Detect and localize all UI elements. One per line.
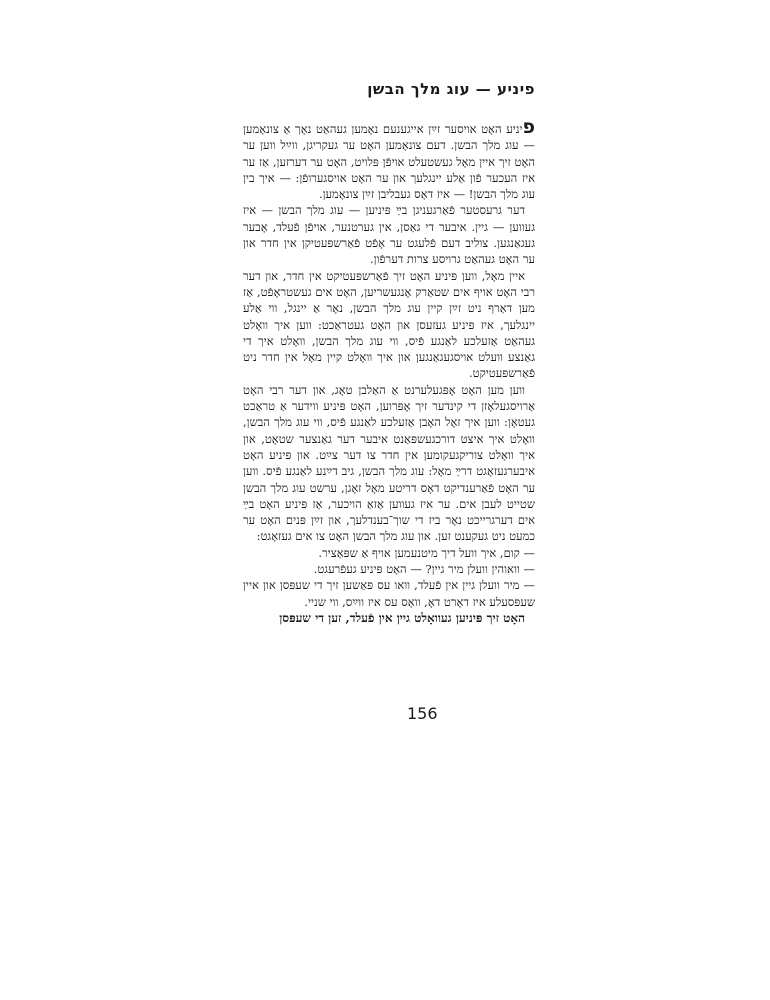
paragraph-1-text: יניע האָט אויסער זײַן אייגענעם נאָמען געהאַט נאָך אַ צונאָמען — עוג מלך הבשן. דעם צונאָמען האָט ער געקריגן, ווײַל ווען ער האָט זיך איין מאָל געשטעלט אויפֿן פּלויט, האָט ער דערזען, אַז ער איז העכער פֿון אַלע יינגלעך און ער האָט אויסגערופֿן: — איך בין עוג מלך הבשן! — איז דאָס געבליבן זײַן צונאָמען.: [243, 122, 535, 202]
book-page: [243, 80, 535, 626]
paragraph-2: דער גרעסטער פֿאַרגעניגן בײַ פּיניען — עוג מלך הבשן — איז געווען — גיין. איבער די גאַסן, אין גערטנער, אויפֿן פֿעלד, אָבער געגאַנגען. צוליב דעם פֿלעגט ער אָפֿט פֿאַרשפּעטיקן אין חדר און ער האָט געהאַט גרויסע צרות דערפֿון.: [243, 203, 535, 267]
chapter-title: פיניע — עוג מלך הבשן: [367, 80, 535, 98]
body-text: [243, 116, 535, 626]
dialogue-line-3: — מיר וועלן גיין אין פֿעלד, וואו עס פּאַשען זיך די שעפּסן און איין שעפּסעלע איז דאָרט דאָ, וואָס עס איז ווײַס, ווי שניי.: [243, 578, 535, 609]
closing-line: האָט זיך פּיניען געוואָלט גיין אין פֿעלד, זען די שעפּסן: [279, 610, 525, 625]
dialogue-line-1: — קום, איך וועל דיך מיטנעמען אויף אַ שפּאַציר.: [318, 545, 535, 560]
drop-cap: פ: [522, 116, 535, 138]
paragraph-1: [243, 116, 535, 202]
page-number: 156: [407, 704, 438, 723]
paragraph-4: ווען מען האָט אָפּגעלערנט אַ האַלבן טאָג, און דער רבי האָט אַרויסגעלאָזן די קינדער זיך אָפּרוען, האָט פּיניע ווידער אַ טראַכט געטאָן: ווען איך זאָל האָבן אַזעלכע לאַנגע פֿיס, ווי עוג מלך הבשן, וואָלט איך איצט דורכגעשפּאַנט איבער דער גאַנצער שטאָט, און איך וואָלט צוריקגעקומען אין חדר צו דער צײַט. און פּיניע האָט איבערגעזאָגט דרײַ מאָל: עוג מלך הבשן, גיב דײַנע לאַנגע פֿיס. ווען ער האָט פֿאַרענדיקט דאָס דריטע מאָל זאָגן, ערשט עוג מלך הבשן שטייט לעבן אים. ער איז געווען אַזאַ הויכער, אַז פּיניע האָט בײַ אים דערגרייכט נאָר ביז די שוך־בענדלעך, און זײַן פּנים האָט ער כמעט ניט געקענט זען. און עוג מלך הבשן האָט צו אים געזאָגט:: [243, 382, 535, 544]
paragraph-3: איין מאָל, ווען פּיניע האָט זיך פֿאַרשפּעטיקט אין חדר, און דער רבי האָט אויף אים שטאַרק אָנגעשריען, האָט אים געשטראָפֿט, אַז מען דאַרף ניט זײַן קיין עוג מלך הבשן, נאָר אַ יינגל, ווי אַלע יינגלעך, איז פּיניע געזעסן און האָט געטראַכט: ווען איך וואָלט געהאַט אַזעלכע לאַנגע פֿיס, ווי עוג מלך הבשן, וואָלט איך די גאַנצע וועלט אויסגעגאַנגען און איך וואָלט קיין מאָל אין חדר ניט פֿאַרשפּעטיקט.: [243, 268, 535, 381]
dialogue-line-2: — וואוהין וועלן מיר גיין? — האָט פּיניע געפֿרעגט.: [313, 562, 535, 577]
